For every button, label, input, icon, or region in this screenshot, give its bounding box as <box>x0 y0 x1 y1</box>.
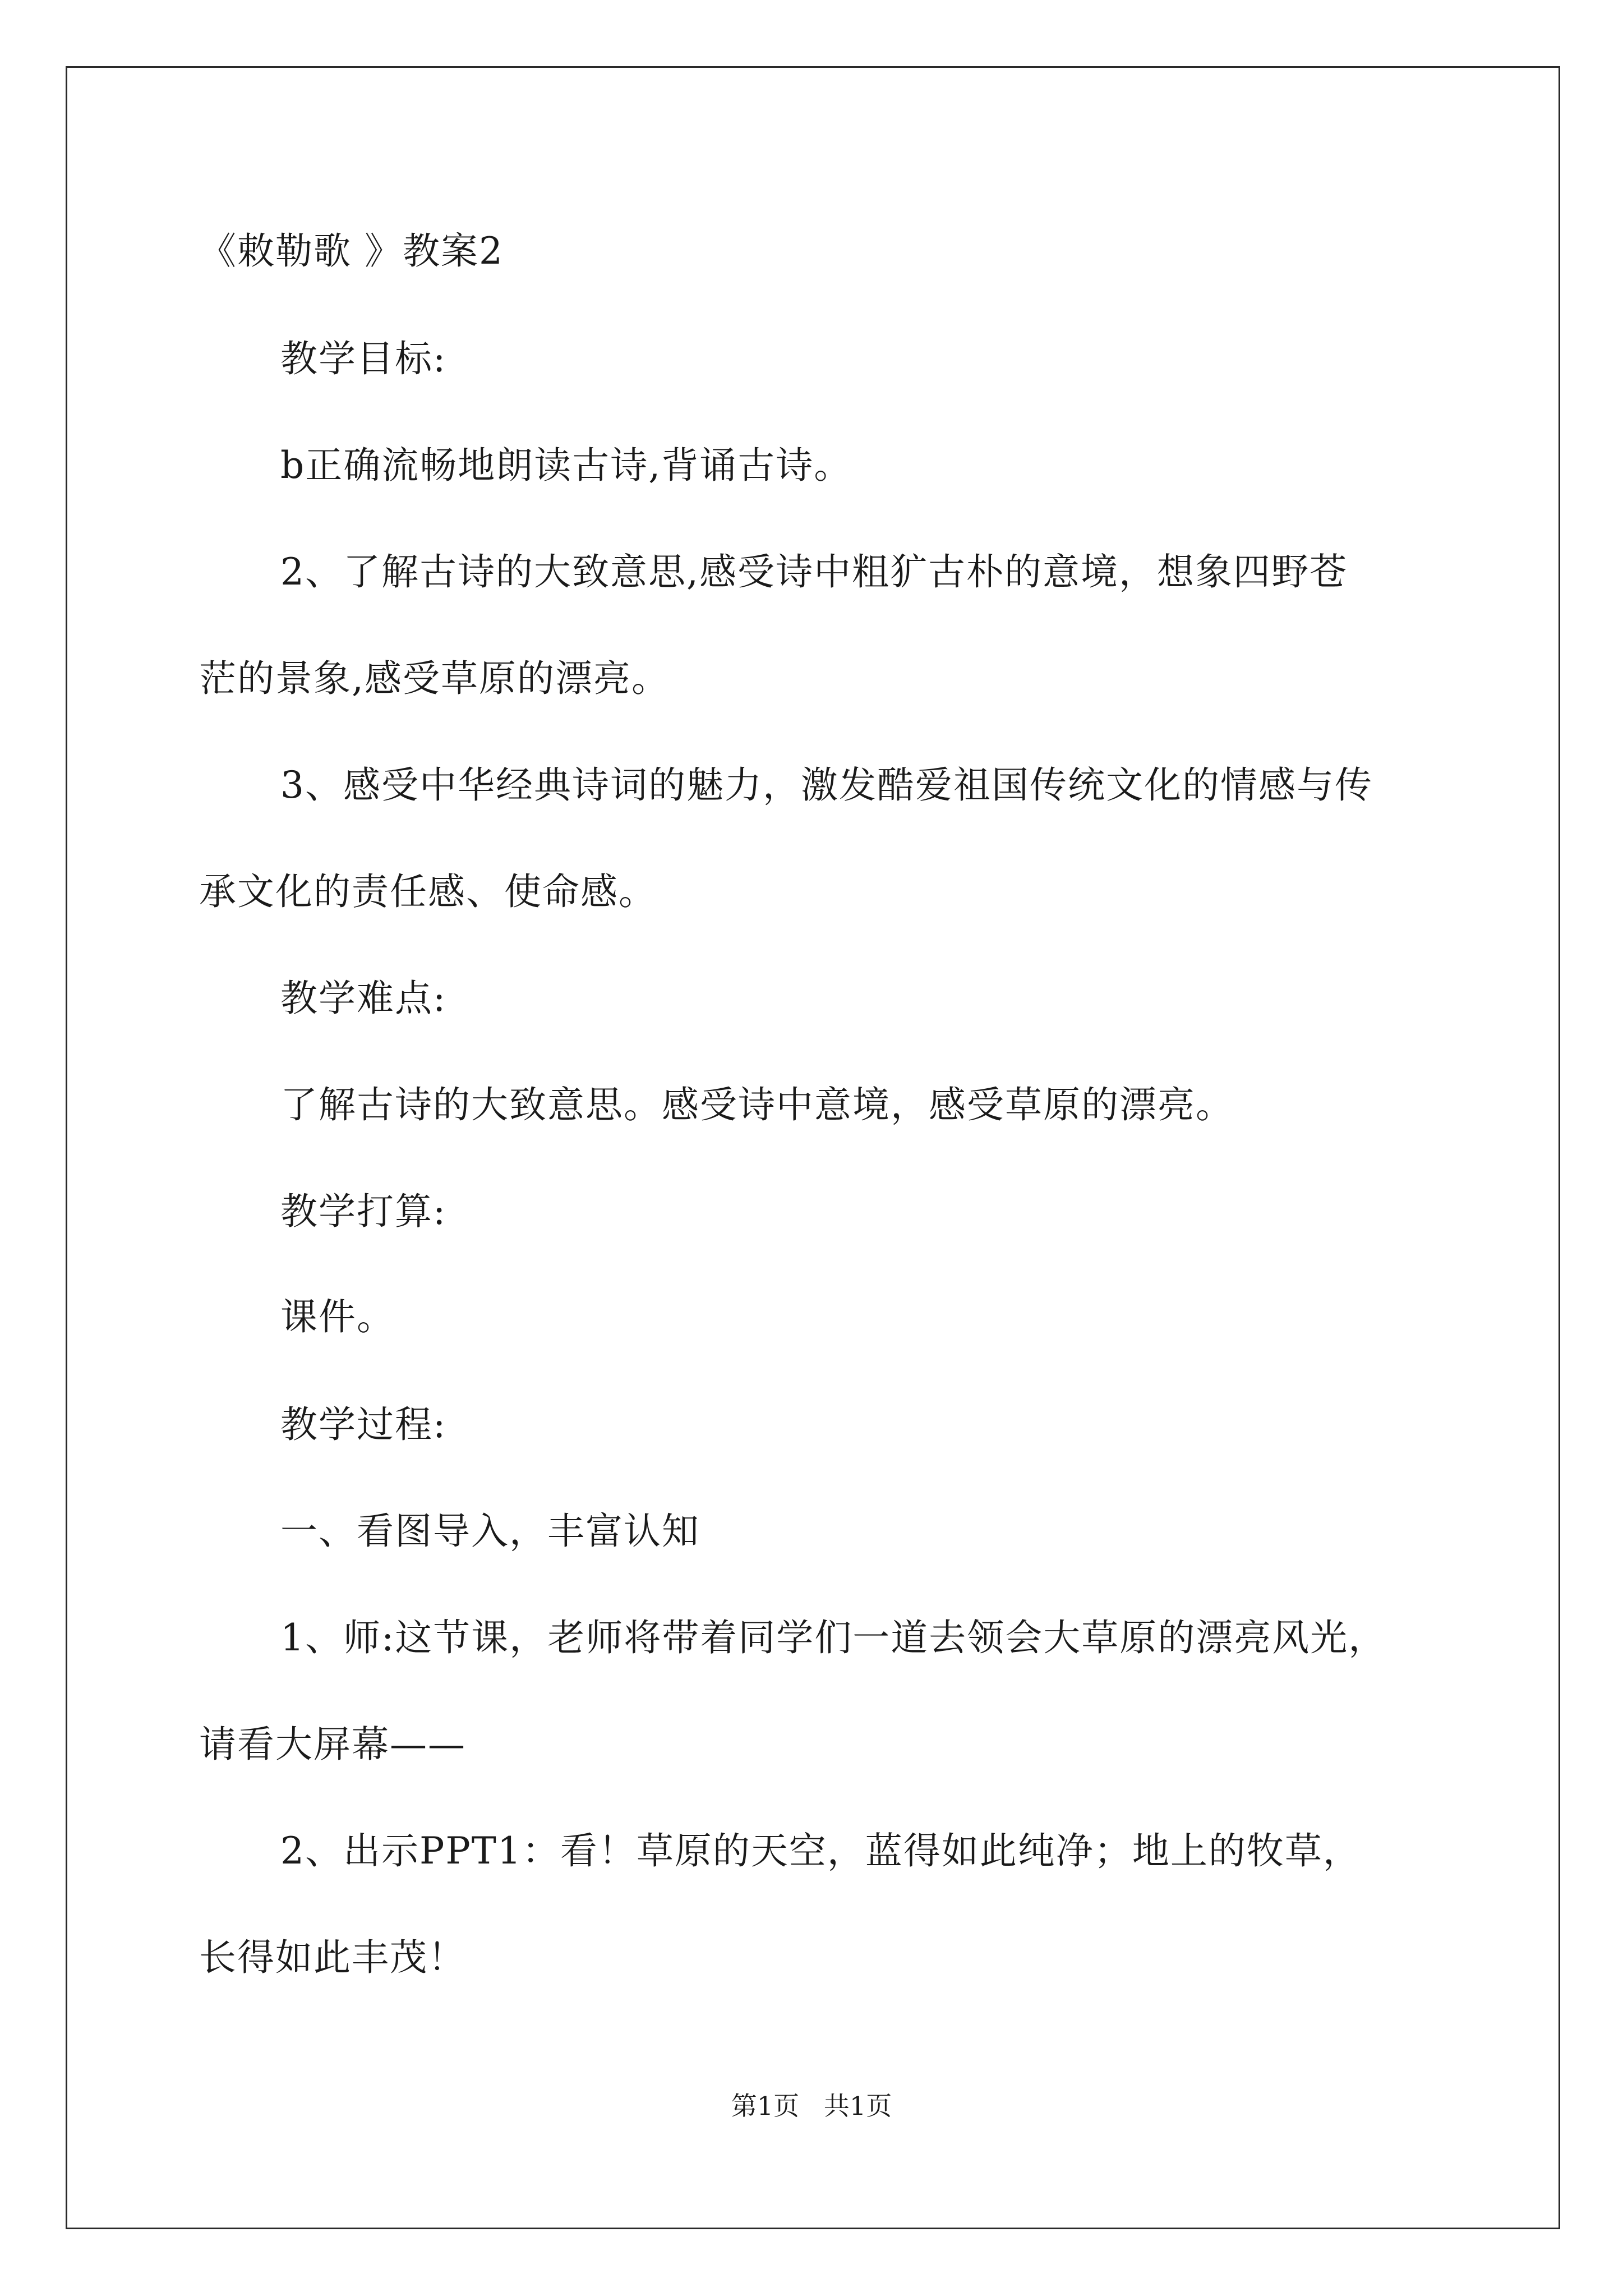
paragraph-step-1-2: 2、出示PPT1：看！草原的天空，蓝得如此纯净；地上的牧草， <box>280 1829 1361 1872</box>
page-border <box>66 66 1560 2229</box>
section-heading-objectives: 教学目标: <box>280 337 447 380</box>
paragraph-objective-2-cont: 茫的景象,感受草原的漂亮。 <box>199 657 670 700</box>
document-title: 《敕勒歌 》教案2 <box>199 229 504 273</box>
subheading-step-1: 一、看图导入，丰富认知 <box>280 1510 700 1553</box>
paragraph-difficulties: 了解古诗的大致意思。感受诗中意境，感受草原的漂亮。 <box>280 1083 1234 1126</box>
section-heading-preparation: 教学打算: <box>280 1190 447 1233</box>
page-footer: 第1页 共1页 <box>731 2091 892 2121</box>
paragraph-step-1-1-cont: 请看大屏幕—— <box>199 1723 466 1766</box>
paragraph-objective-2: 2、了解古诗的大致意思,感受诗中粗犷古朴的意境，想象四野苍 <box>280 550 1348 593</box>
paragraph-objective-3: 3、感受中华经典诗词的魅力，激发酷爱祖国传统文化的情感与传 <box>280 763 1373 807</box>
paragraph-objective-3-cont: 承文化的责任感、使命感。 <box>199 870 657 913</box>
paragraph-step-1-1: 1、师:这节课，老师将带着同学们一道去领会大草原的漂亮风光， <box>280 1616 1387 1659</box>
paragraph-preparation: 课件。 <box>280 1295 395 1338</box>
paragraph-objective-1: b正确流畅地朗读古诗,背诵古诗。 <box>280 444 852 487</box>
section-heading-difficulties: 教学难点: <box>280 977 447 1020</box>
paragraph-step-1-2-cont: 长得如此丰茂！ <box>199 1936 466 1979</box>
section-heading-process: 教学过程: <box>280 1403 447 1446</box>
